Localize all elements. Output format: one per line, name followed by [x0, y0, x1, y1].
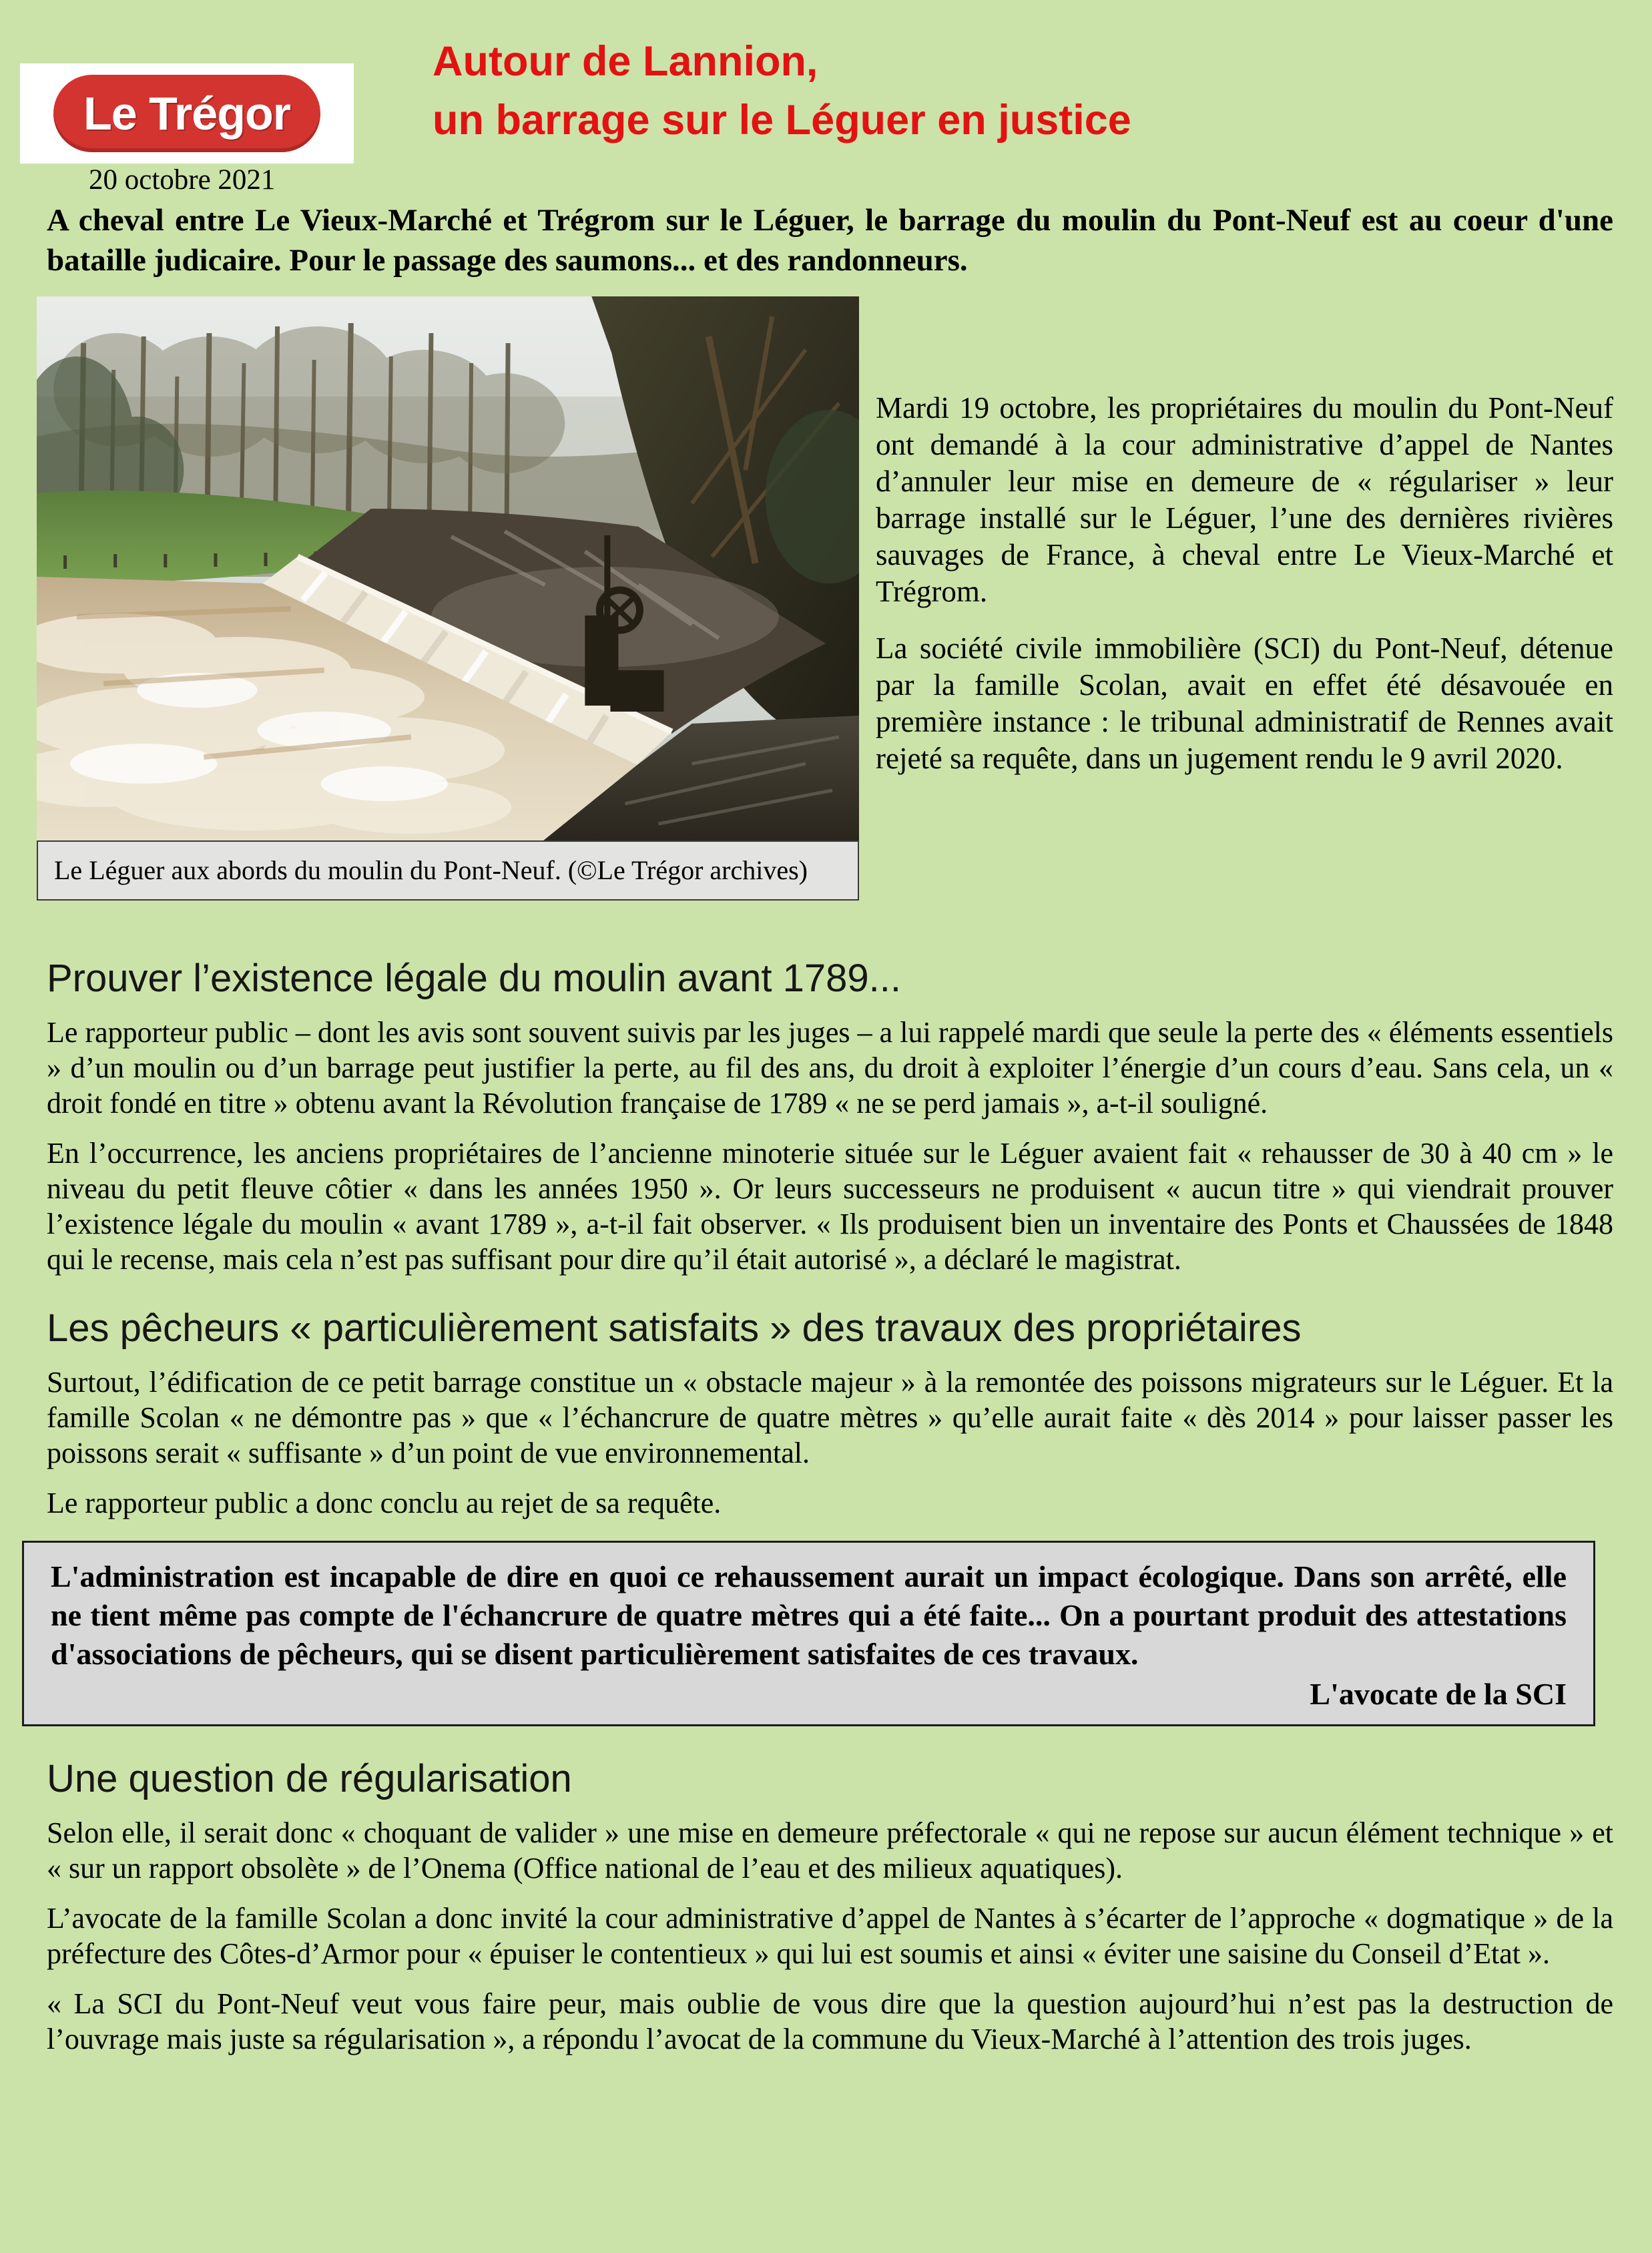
pull-quote-text: L'administration est incapable de dire en quoi ce rehaussement aurait un impact écologique. Dans son arrêté, elle ne tient même pas compte de l'échancrure de quatre mètres qui a été faite... On a pourtant produit des attestations d'associations de pêcheurs, qui se disent particulièrement satisfaites de ces travaux. [51, 1559, 1567, 1671]
lead-paragraph: La société civile immobilière (SCI) du Pont-Neuf, détenue par la famille Scolan, avait en effet été désavouée en première instance : le tribunal administratif de Rennes avait rejeté sa requête, dans un jugement rendu le 9 avril 2020. [876, 632, 1613, 775]
masthead [0, 0, 1652, 200]
article-headline [433, 32, 1131, 150]
section-heading-moulin-1789: Prouver l’existence légale du moulin avant 1789... [47, 957, 901, 1000]
body-paragraph: L’avocate de la famille Scolan a donc invité la cour administrative d’appel de Nantes à s’écarter de l’approche « dogmatique » de la préfecture des Côtes-d’Armor pour « épuiser le contentieux » qui lui est soumis et ainsi « éviter une saisine du Conseil d’Etat ». [47, 1902, 1613, 1970]
article-body [47, 958, 1613, 2057]
body-paragraph: Selon elle, il serait donc « choquant de valider » une mise en demeure préfectorale « qui ne repose sur aucun élément technique » et « sur un rapport obsolète » de l’Onema (Office national de l’eau et des milieux aquatiques). [47, 1816, 1613, 1885]
river-photo [37, 296, 859, 840]
body-paragraph: Le rapporteur public – dont les avis sont souvent suivis par les juges – a lui rappelé mardi que seule la perte des « éléments essentiels » d’un moulin ou d’un barrage peut justifier la perte, au fil des ans, du droit à exploiter l’énergie d’un cours d’eau. Sans cela, un « droit fondé en titre » obtenu avant la Révolution française de 1789 « ne se perd jamais », a-t-il souligné. [47, 1016, 1613, 1119]
section-heading-pecheurs: Les pêcheurs « particulièrement satisfaits » des travaux des propriétaires [47, 1306, 1302, 1350]
article-standfirst: A cheval entre Le Vieux-Marché et Trégrom sur le Léguer, le barrage du moulin du Pont-Neuf est au coeur d'une bataille judicaire. Pour le passage des saumons... et des randonneurs. [47, 203, 1613, 278]
lead-column [876, 296, 1613, 901]
photo-and-lead [37, 296, 1613, 901]
body-paragraph: Le rapporteur public a donc conclu au rejet de sa requête. [47, 1487, 722, 1519]
le-tregor-logo [20, 63, 354, 164]
photo-caption: Le Léguer aux abords du moulin du Pont-Neuf. (©Le Trégor archives) [37, 840, 859, 901]
lead-paragraph: Mardi 19 octobre, les propriétaires du moulin du Pont-Neuf ont demandé à la cour administrative d’appel de Nantes d’annuler leur mise en demeure de « régulariser » leur barrage installé sur le Léguer, l’une des dernières rivières sauvages de France, à cheval entre Le Vieux-Marché et Trégrom. [876, 391, 1613, 608]
le-tregor-logo-capsule [53, 75, 320, 152]
body-paragraph: « La SCI du Pont-Neuf veut vous faire peur, mais oublie de vous dire que la question aujourd’hui n’est pas la destruction de l’ouvrage mais juste sa régularisation », a répondu l’avocat de la commune du Vieux-Marché à l’attention des trois juges. [47, 1987, 1613, 2055]
pull-quote-box [22, 1541, 1595, 1726]
headline-line1: Autour de Lannion, [433, 38, 818, 85]
publication-date: 20 octobre 2021 [89, 164, 276, 196]
body-paragraph: Surtout, l’édification de ce petit barrage constitue un « obstacle majeur » à la remontée des poissons migrateurs sur le Léguer. Et la famille Scolan « ne démontre pas » que « l’échancrure de quatre mètres » qu’elle aurait faite « dès 2014 » pour laisser passer les poissons serait « suffisante » d’un point de vue environnemental. [47, 1366, 1613, 1469]
body-paragraph: En l’occurrence, les anciens propriétaires de l’ancienne minoterie située sur le Léguer avaient fait « rehausser de 30 à 40 cm » le niveau du petit fleuve côtier « dans les années 1950 ». Or leurs successeurs ne produisent « aucun titre » qui viendrait prouver l’existence légale du moulin « avant 1789 », a-t-il fait observer. « Ils produisent bien un inventaire des Ponts et Chaussées de 1848 qui le recense, mais cela n’est pas suffisant pour dire qu’il était autorisé », a déclaré le magistrat. [47, 1137, 1613, 1276]
pull-quote-attribution: L'avocate de la SCI [1310, 1677, 1567, 1711]
le-tregor-logo-text: Le Trégor [83, 87, 290, 140]
river-photo-figure [37, 296, 859, 901]
section-heading-regularisation: Une question de régularisation [47, 1757, 572, 1800]
headline-line2: un barrage sur le Léguer en justice [433, 97, 1131, 144]
